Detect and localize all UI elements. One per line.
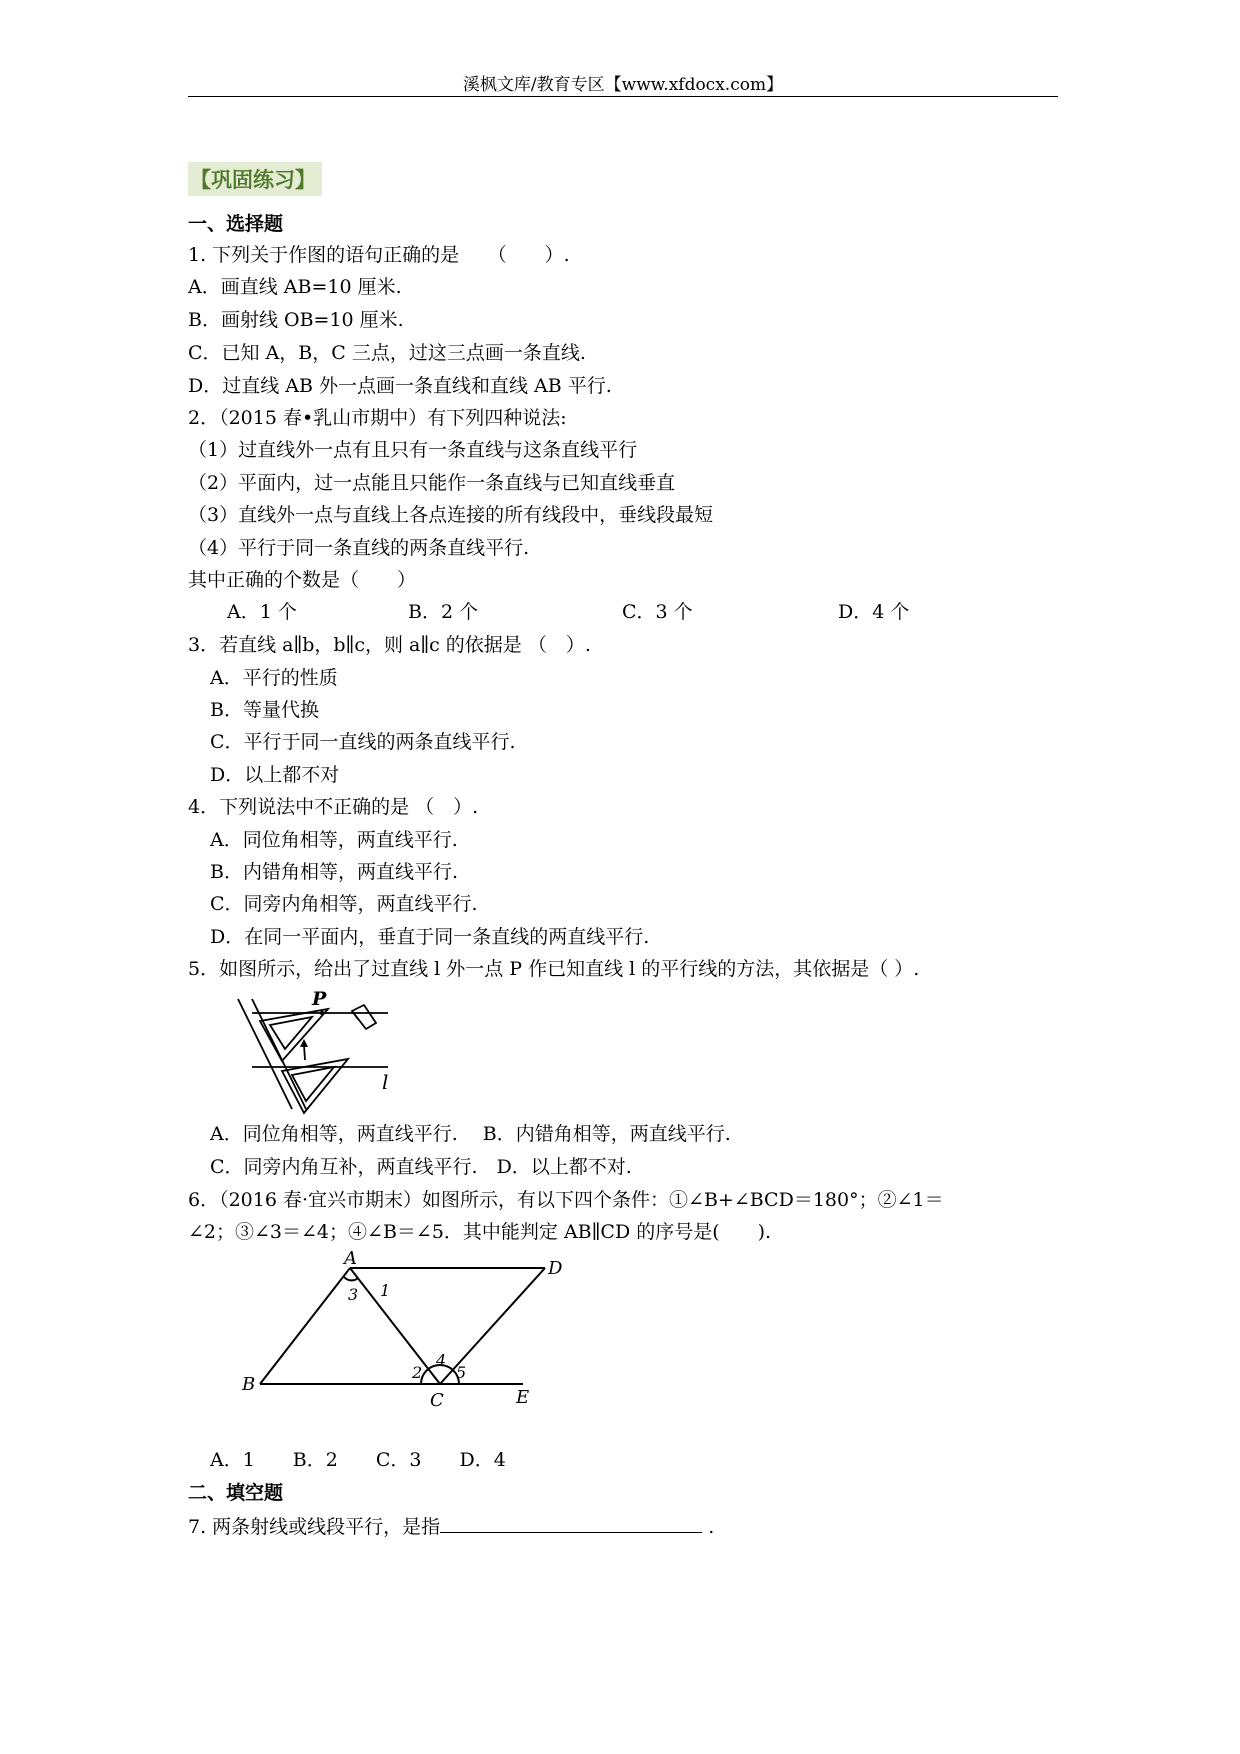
q3-option-d: D．以上都不对 [210, 764, 340, 786]
q2-statement-4: （4）平行于同一条直线的两条直线平行. [188, 537, 530, 559]
q2-question: 其中正确的个数是（ ） [188, 569, 417, 591]
section-title: 【巩固练习】 [188, 162, 322, 196]
q6-stem-line2: ∠2；③∠3＝∠4；④∠B＝∠5．其中能判定 AB∥CD 的序号是( ). [188, 1221, 772, 1243]
part1-title: 一、选择题 [188, 213, 284, 235]
q2-option-c: C．3 个 [622, 601, 693, 623]
q3-stem: 3．若直线 a∥b，b∥c，则 a∥c 的依据是 （ ）. [188, 634, 591, 656]
q2-statement-1: （1）过直线外一点有且只有一条直线与这条直线平行 [188, 439, 638, 461]
q6-figure [240, 1250, 570, 1420]
q2-option-d: D．4 个 [838, 601, 910, 623]
q7-stem: 7. 两条射线或线段平行，是指 [188, 1516, 441, 1538]
q3-option-a: A．平行的性质 [210, 667, 338, 689]
q1-option-b: B．画射线 OB=10 厘米. [188, 309, 404, 331]
q5-stem: 5．如图所示，给出了过直线 l 外一点 P 作已知直线 l 的平行线的方法，其依据是（ ）. [188, 958, 920, 980]
q2-statement-3: （3）直线外一点与直线上各点连接的所有线段中，垂线段最短 [188, 504, 714, 526]
q7-answer-blank [440, 1514, 702, 1533]
q5-figure [230, 985, 400, 1115]
q6-label-C: C [430, 1390, 444, 1411]
header-rule [188, 96, 1058, 97]
q3-option-b: B．等量代换 [210, 699, 319, 721]
q6-label-5: 5 [456, 1363, 467, 1382]
q5-label-l: l [382, 1070, 389, 1094]
q4-option-a: A．同位角相等，两直线平行. [210, 829, 458, 851]
q1-stem: 1. 下列关于作图的语句正确的是 （ ）. [188, 244, 570, 266]
q6-label-D: D [548, 1258, 563, 1279]
q1-option-a: A．画直线 AB=10 厘米. [188, 276, 402, 298]
q4-option-b: B．内错角相等，两直线平行. [210, 861, 459, 883]
q6-label-4: 4 [436, 1351, 447, 1370]
q6-label-A: A [344, 1250, 357, 1269]
q4-option-c: C．同旁内角相等，两直线平行. [210, 893, 478, 915]
q6-label-B: B [242, 1374, 256, 1395]
q3-option-c: C．平行于同一直线的两条直线平行. [210, 731, 516, 753]
q4-stem: 4．下列说法中不正确的是 （ ）. [188, 796, 479, 818]
q6-options: A．1 B．2 C．3 D．4 [210, 1449, 506, 1471]
q6-stem-line1: 6．（2016 春·宜兴市期末）如图所示，有以下四个条件：①∠B+∠BCD＝180°；②∠1＝ [188, 1189, 944, 1211]
q1-option-c: C．已知 A，B，C 三点，过这三点画一条直线. [188, 342, 586, 364]
q7-line [188, 1514, 714, 1539]
q5-label-P: P [312, 988, 327, 1010]
part2-title: 二、填空题 [188, 1482, 284, 1504]
q6-label-2: 2 [412, 1363, 423, 1382]
q6-label-E: E [516, 1387, 530, 1408]
q5-options-ab: A．同位角相等，两直线平行. B．内错角相等，两直线平行. [210, 1123, 731, 1145]
q2-option-b: B．2 个 [408, 601, 479, 623]
q2-option-a: A．1 个 [227, 601, 297, 623]
q2-statement-2: （2）平面内，过一点能且只能作一条直线与已知直线垂直 [188, 472, 676, 494]
page-header: 溪枫文库/教育专区【www.xfdocx.com】 [462, 75, 784, 95]
q7-tail: . [702, 1516, 715, 1538]
q6-label-1: 1 [380, 1281, 391, 1300]
q4-option-d: D．在同一平面内，垂直于同一条直线的两直线平行. [210, 926, 650, 948]
q5-options-cd: C．同旁内角互补，两直线平行. D．以上都不对. [210, 1156, 632, 1178]
q2-stem: 2．（2015 春•乳山市期中）有下列四种说法: [188, 407, 567, 429]
q1-option-d: D．过直线 AB 外一点画一条直线和直线 AB 平行. [188, 375, 612, 397]
q6-label-3: 3 [348, 1285, 359, 1304]
